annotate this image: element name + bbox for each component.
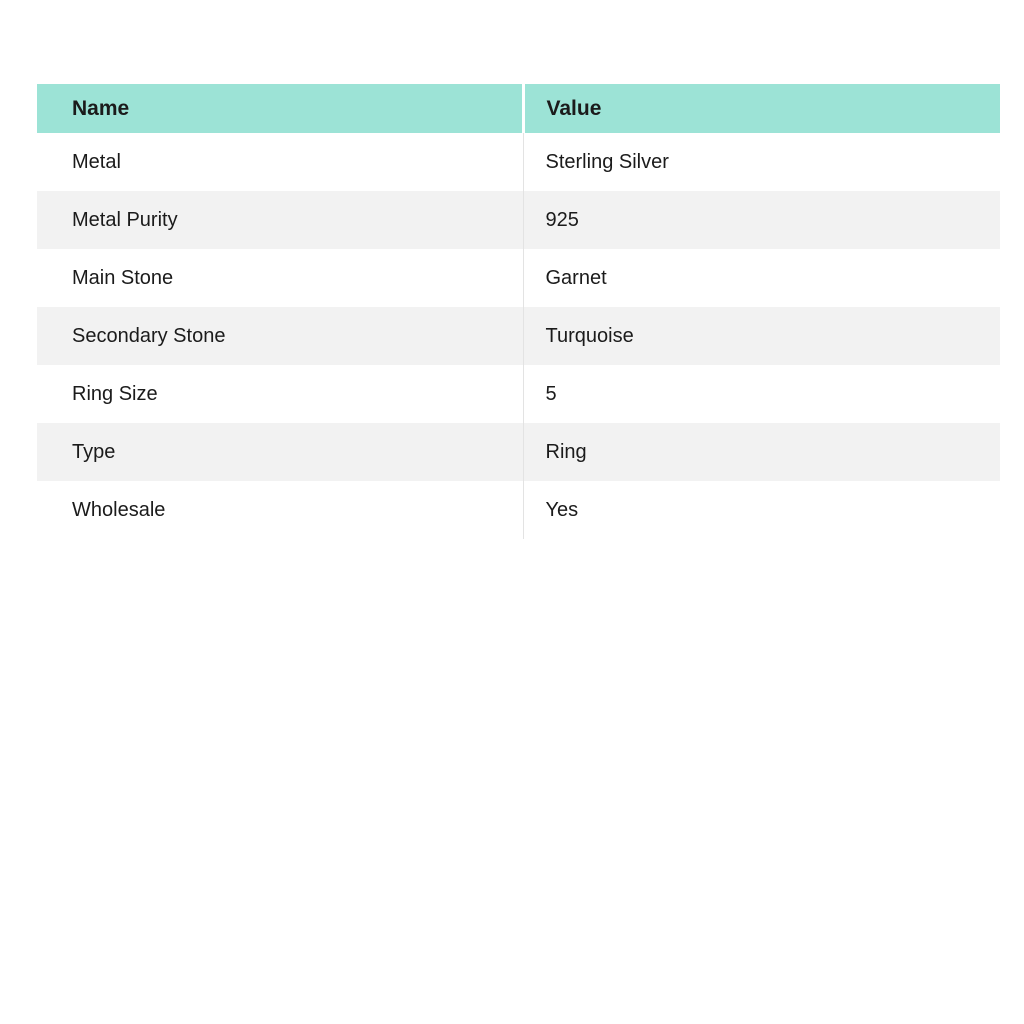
table-row — [37, 307, 1000, 365]
table-header — [37, 84, 1000, 133]
cell-value: 925 — [523, 191, 1000, 249]
table-row — [37, 365, 1000, 423]
cell-value: Sterling Silver — [523, 133, 1000, 191]
table-body — [37, 133, 1000, 539]
table-row — [37, 481, 1000, 539]
cell-value: Garnet — [523, 249, 1000, 307]
table-row — [37, 249, 1000, 307]
product-spec-table — [37, 84, 1000, 539]
table-row — [37, 133, 1000, 191]
cell-name: Metal — [72, 150, 121, 173]
cell-name: Main Stone — [72, 266, 174, 289]
header-cell-value: Value — [523, 84, 1000, 133]
header-cell-name: Name — [37, 84, 523, 133]
cell-name: Type — [72, 440, 116, 463]
cell-value: Turquoise — [523, 307, 1000, 365]
cell-value: Yes — [523, 481, 1000, 539]
cell-name: Wholesale — [72, 498, 166, 521]
cell-name: Metal Purity — [72, 208, 178, 231]
cell-name: Secondary Stone — [72, 324, 226, 347]
cell-value: 5 — [523, 365, 1000, 423]
table-row — [37, 191, 1000, 249]
table-row — [37, 423, 1000, 481]
cell-name: Ring Size — [72, 382, 158, 405]
cell-value: Ring — [523, 423, 1000, 481]
header-row — [37, 84, 1000, 133]
